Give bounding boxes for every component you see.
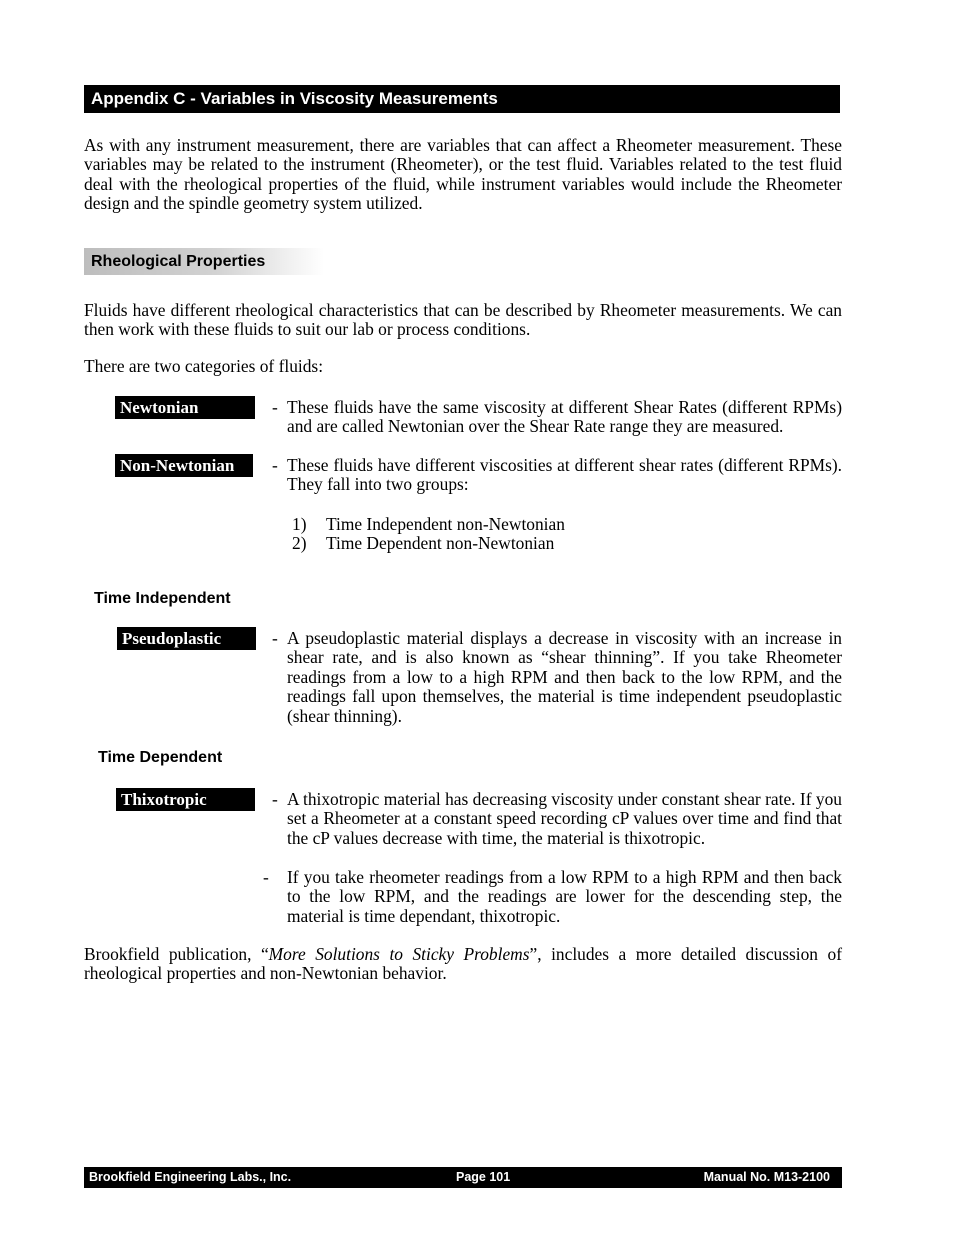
footer-company: Brookfield Engineering Labs., Inc. bbox=[89, 1170, 292, 1184]
page-footer bbox=[84, 1167, 842, 1188]
intro-paragraph: As with any instrument measurement, there are variables that can affect a Rheometer measurement. These variables may be related to the instrument (Rheometer), or the test fluid. Variables related to the test fluid deal with the rheological properties of the fluid, while instrument variables would include the Rheometer design and the spindle geometry system utilized. bbox=[84, 135, 842, 214]
footer-page-number: Page 101 bbox=[456, 1170, 511, 1184]
closing-paragraph bbox=[84, 945, 842, 984]
group-text: Time Dependent non-Newtonian bbox=[326, 533, 555, 553]
time-independent-heading: Time Independent bbox=[94, 590, 231, 607]
non-newtonian-tag: Non-Newtonian bbox=[115, 454, 253, 477]
newtonian-dash: - bbox=[272, 397, 278, 417]
closing-text-after: ”, includes a more detailed discussion of rheological properties and non-Newtonian behavior. bbox=[84, 944, 842, 984]
thixotropic-dash-2: - bbox=[263, 867, 269, 887]
appendix-title: Appendix C - Variables in Viscosity Measurements bbox=[84, 85, 840, 113]
footer-manual-number: Manual No. M13-2100 bbox=[703, 1170, 830, 1184]
pseudoplastic-dash: - bbox=[272, 628, 278, 648]
non-newtonian-dash: - bbox=[272, 455, 278, 475]
group-number: 2) bbox=[292, 533, 307, 553]
newtonian-tag: Newtonian bbox=[115, 396, 255, 419]
closing-text-before: Brookfield publication, “ bbox=[84, 944, 269, 964]
pseudoplastic-description: A pseudoplastic material displays a decrease in viscosity with an increase in shear rate, and is also known as “shear thinning”. If you take Rheometer readings from a low to a high RPM and then back to the low RPM, and the readings fall upon themselves, the material is time independent pseudoplastic (shear thinning). bbox=[287, 628, 842, 726]
thixotropic-tag: Thixotropic bbox=[116, 788, 255, 811]
group-number: 1) bbox=[292, 514, 307, 534]
categories-intro: There are two categories of fluids: bbox=[84, 356, 324, 376]
thixotropic-description-2: If you take rheometer readings from a low RPM to a high RPM and then back to the low RPM, and the readings are lower for the descending step, the material is time dependant, thixotropic. bbox=[287, 867, 842, 926]
thixotropic-dash: - bbox=[272, 789, 278, 809]
newtonian-description: These fluids have the same viscosity at different Shear Rates (different RPMs) and are called Newtonian over the Shear Rate range they are measured. bbox=[287, 397, 842, 437]
section-heading-rheological-properties: Rheological Properties bbox=[84, 248, 324, 275]
publication-title: More Solutions to Sticky Problems bbox=[268, 944, 530, 964]
fluids-paragraph: Fluids have different rheological characteristics that can be described by Rheometer measurements. We can then work with these fluids to suit our lab or process conditions. bbox=[84, 300, 842, 340]
time-dependent-heading: Time Dependent bbox=[98, 749, 223, 766]
group-text: Time Independent non-Newtonian bbox=[326, 514, 565, 534]
pseudoplastic-tag: Pseudoplastic bbox=[117, 627, 256, 650]
non-newtonian-description: These fluids have different viscosities at different shear rates (different RPMs). They fall into two groups: bbox=[287, 455, 842, 495]
thixotropic-description: A thixotropic material has decreasing viscosity under constant shear rate. If you set a Rheometer at a constant speed recording cP values over time and find that the cP values decrease with time, the material is thixotropic. bbox=[287, 789, 842, 848]
